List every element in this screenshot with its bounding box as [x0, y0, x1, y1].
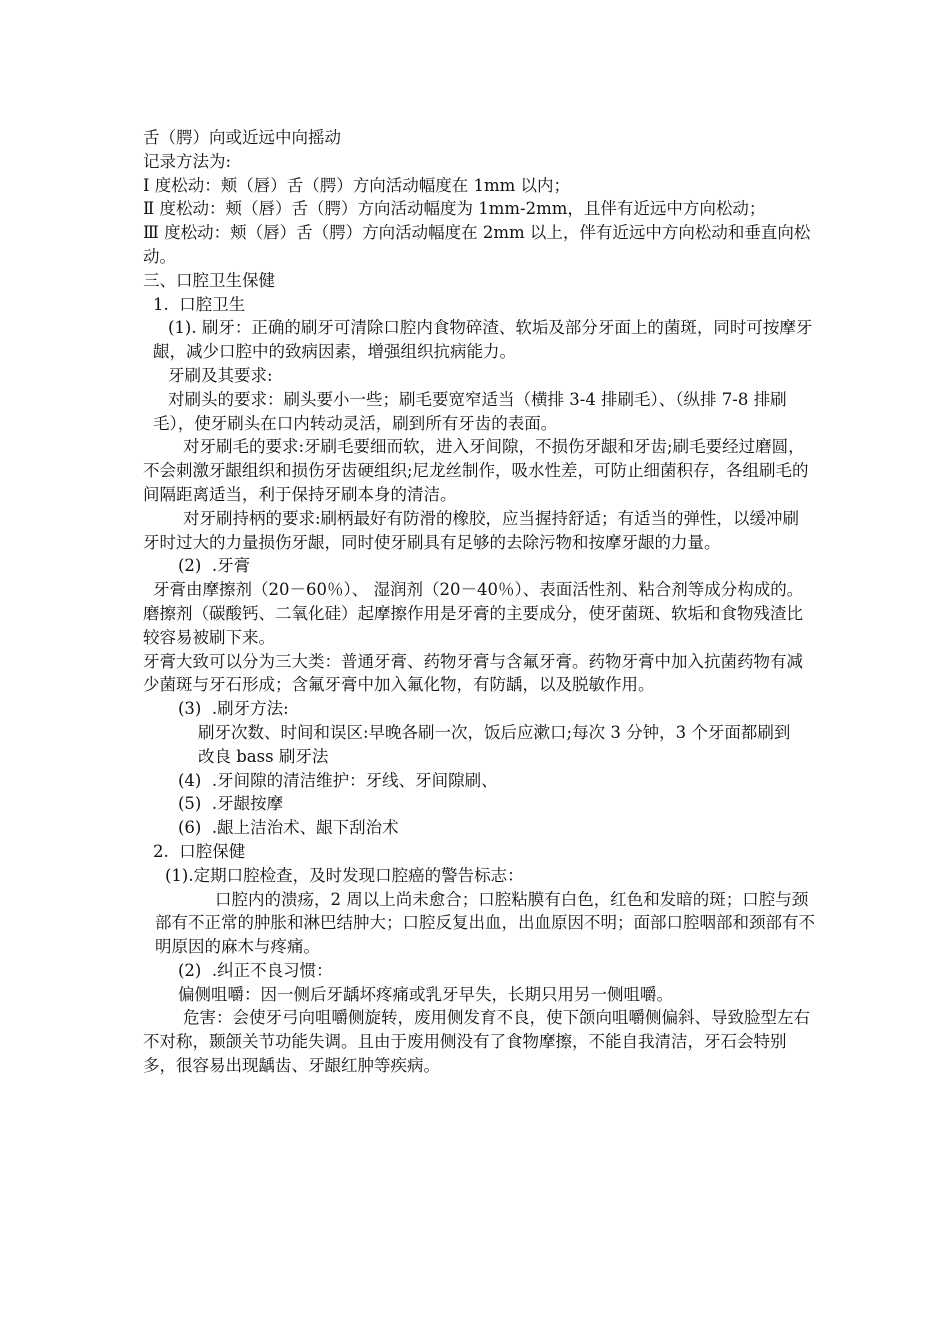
paragraph: 刷牙次数、时间和误区:早晚各刷一次，饭后应漱口;每次 3 分钟，3 个牙面都刷到 — [198, 722, 791, 742]
paragraph: (1). 刷牙：正确的刷牙可清除口腔内食物碎渣、软垢及部分牙面上的菌斑，同时可按摩牙龈，减少口腔中的致病因素，增强组织抗病能力。 — [153, 318, 813, 362]
list-item: (6) .龈上洁治术、龈下刮治术 — [178, 818, 399, 838]
subsection-heading: (3) .刷牙方法: — [178, 699, 289, 719]
paragraph: 口腔内的溃疡，2 周以上尚未愈合；口腔粘膜有白色，红色和发暗的斑；口腔与颈部有不正常的肿胀和淋巴结肿大；口腔反复出血，出血原因不明；面部口腔咽部和颈部有不明原因的麻木与疼痛。 — [155, 889, 815, 957]
section-heading: 三、口腔卫生保健 — [143, 270, 275, 290]
list-item: (5) .牙龈按摩 — [178, 794, 284, 814]
paragraph: Ⅰ 度松动：颊（唇）舌（腭）方向活动幅度在 1mm 以内； — [143, 175, 571, 195]
subsection-heading: (1).定期口腔检查，及时发现口腔癌的警告标志： — [165, 865, 524, 885]
subsection-heading: (2) .牙膏 — [178, 556, 251, 576]
subsection-heading: 1. 口腔卫生 — [153, 294, 246, 314]
paragraph: 记录方法为: — [143, 151, 232, 171]
paragraph: 偏侧咀嚼：因一侧后牙龋坏疼痛或乳牙早失，长期只用另一侧咀嚼。 — [178, 984, 673, 1004]
paragraph: 对牙刷毛的要求:牙刷毛要细而软，进入牙间隙，不损伤牙龈和牙齿;刷毛要经过磨圆，不会刺激牙龈组织和损伤牙齿硬组织;尼龙丝制作，吸水性差，可防止细菌积存，各组刷毛的间隔距离适当，利于保持牙刷本身的清洁。 — [143, 437, 809, 504]
paragraph: 危害：会使牙弓向咀嚼侧旋转，废用侧发育不良，使下颌向咀嚼侧偏斜、导致脸型左右不对称，颞颌关节功能失调。且由于废用侧没有了食物摩擦，不能自我清洁，牙石会特别多，很容易出现龋齿、牙龈红肿等疾病。 — [143, 1008, 810, 1076]
document-body — [143, 126, 815, 1078]
list-item: (4) .牙间隙的清洁维护：牙线、牙间隙刷、 — [178, 770, 498, 790]
paragraph: 改良 bass 刷牙法 — [198, 746, 329, 766]
paragraph: 牙膏大致可以分为三大类：普通牙膏、药物牙膏与含氟牙膏。药物牙膏中加入抗菌药物有减少菌斑与牙石形成；含氟牙膏中加入氟化物，有防龋，以及脱敏作用。 — [143, 651, 803, 695]
paragraph: 对刷头的要求：刷头要小一些；刷毛要宽窄适当（横排 3-4 排刷毛）、（纵排 7-8 排刷毛），使牙刷头在口内转动灵活，刷到所有牙齿的表面。 — [153, 389, 787, 433]
paragraph: Ⅲ 度松动：颊（唇）舌（腭）方向活动幅度在 2mm 以上，伴有近远中方向松动和垂直向松动。 — [143, 223, 811, 266]
subsection-heading: 2. 口腔保健 — [153, 841, 246, 861]
paragraph: 牙膏由摩擦剂（20－60％）、 湿润剂（20－40％）、表面活性剂、粘合剂等成分构成的。磨擦剂（碳酸钙、二氧化硅）起摩擦作用是牙膏的主要成分，使牙菌斑、软垢和食物残渣比较容易被刷下来。 — [143, 580, 804, 647]
subsection-heading: (2) .纠正不良习惯： — [178, 960, 333, 980]
paragraph: 牙刷及其要求: — [168, 365, 273, 385]
paragraph: 对牙刷持柄的要求:刷柄最好有防滑的橡胶，应当握持舒适；有适当的弹性，以缓冲刷牙时过大的力量损伤牙龈，同时使牙刷具有足够的去除污物和按摩牙龈的力量。 — [143, 508, 800, 552]
paragraph: Ⅱ 度松动：颊（唇）舌（腭）方向活动幅度为 1mm-2mm，且伴有近远中方向松动； — [143, 199, 766, 219]
paragraph: 舌（腭）向或近远中向摇动 — [143, 128, 341, 147]
